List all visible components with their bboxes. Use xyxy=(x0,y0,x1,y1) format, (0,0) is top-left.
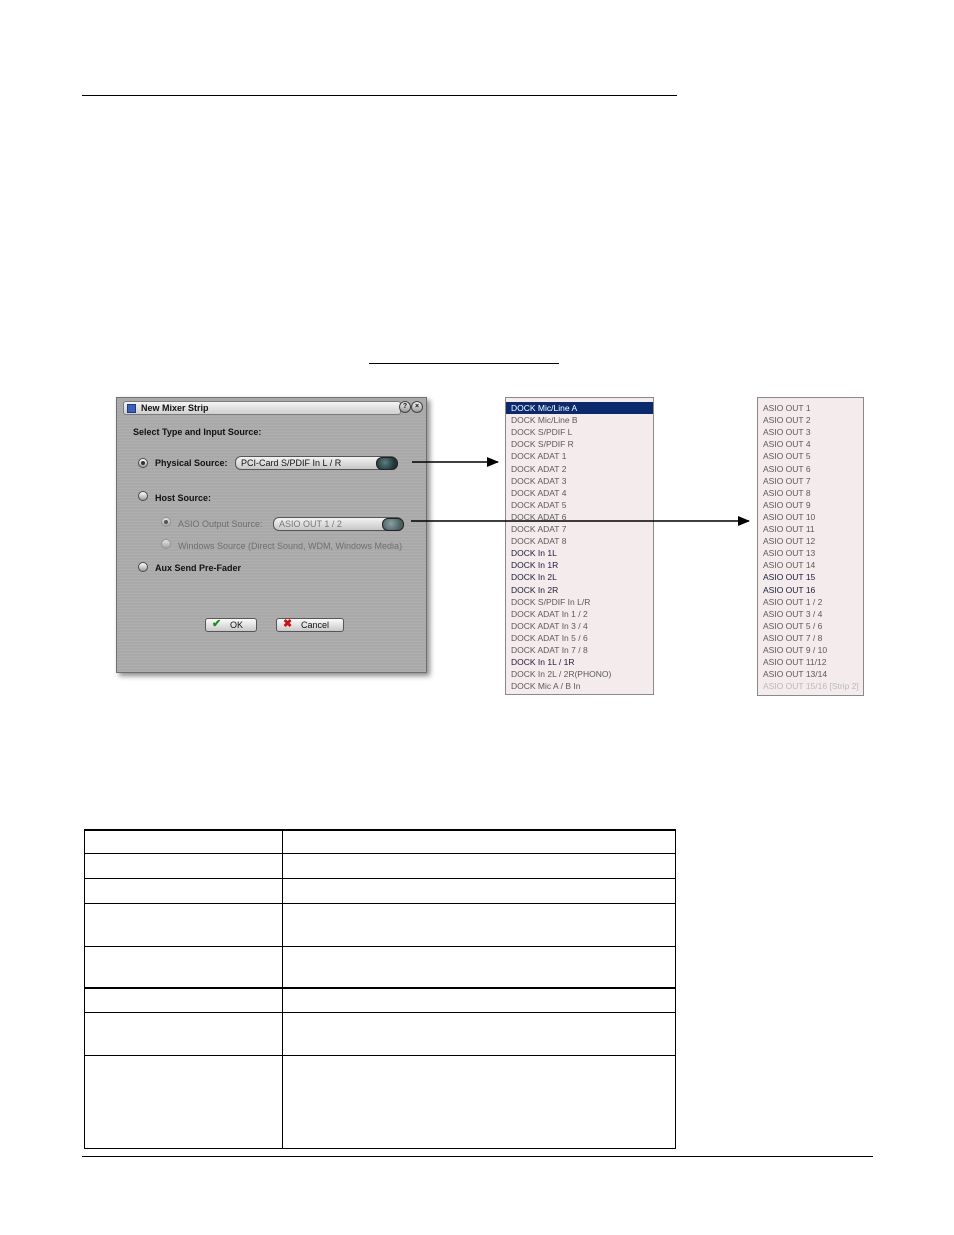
list-item[interactable]: ASIO OUT 12 xyxy=(763,536,816,547)
list-item[interactable]: ASIO OUT 7 / 8 xyxy=(763,632,823,643)
ok-label: OK xyxy=(230,620,244,630)
table-rule xyxy=(84,987,676,989)
list-item[interactable]: ASIO OUT 4 xyxy=(763,439,811,450)
list-item[interactable]: DOCK ADAT In 5 / 6 xyxy=(511,632,588,643)
list-item[interactable]: DOCK Mic/Line A xyxy=(506,402,653,414)
list-item[interactable]: DOCK ADAT In 1 / 2 xyxy=(511,608,588,619)
list-item[interactable]: DOCK In 2L xyxy=(511,572,557,583)
list-item[interactable]: ASIO OUT 7 xyxy=(763,475,811,486)
select-type-label: Select Type and Input Source: xyxy=(133,427,262,437)
list-item[interactable]: ASIO OUT 16 xyxy=(763,584,816,595)
list-item[interactable]: DOCK In 1R xyxy=(511,560,559,571)
list-item[interactable]: ASIO OUT 1 / 2 xyxy=(763,596,823,607)
list-item[interactable]: ASIO OUT 6 xyxy=(763,463,811,474)
list-item[interactable]: ASIO OUT 2 xyxy=(763,415,811,426)
table-rule xyxy=(84,853,676,854)
list-item[interactable]: ASIO OUT 13/14 xyxy=(763,669,828,680)
host-source-label: Host Source: xyxy=(155,493,212,503)
table-rule xyxy=(84,829,676,831)
list-item[interactable]: DOCK In 2R xyxy=(511,584,559,595)
cancel-label: Cancel xyxy=(301,620,330,630)
table-rule xyxy=(84,1012,676,1013)
list-item[interactable]: DOCK ADAT 3 xyxy=(511,475,567,486)
table-rule xyxy=(84,946,676,947)
list-item[interactable]: DOCK ADAT 6 xyxy=(511,511,567,522)
list-item[interactable]: DOCK S/PDIF L xyxy=(511,427,573,438)
table-rule xyxy=(84,1148,676,1149)
list-item[interactable]: ASIO OUT 3 xyxy=(763,427,811,438)
table-rule xyxy=(84,1055,676,1056)
list-item[interactable]: DOCK In 2L / 2R(PHONO) xyxy=(511,669,612,680)
list-item[interactable]: ASIO OUT 9 / 10 xyxy=(763,645,828,655)
list-item[interactable]: DOCK ADAT In 7 / 8 xyxy=(511,645,588,655)
physical-source-value: PCI-Card S/PDIF In L / R xyxy=(241,458,342,468)
aux-send-label: Aux Send Pre-Fader xyxy=(155,563,242,573)
table-rule xyxy=(84,878,676,879)
list-item[interactable]: ASIO OUT 15/16 [Strip 2] xyxy=(763,681,859,692)
list-item[interactable]: ASIO OUT 10 xyxy=(763,511,816,522)
list-item[interactable]: ASIO OUT 11 xyxy=(763,524,815,534)
check-icon: ✔ xyxy=(212,618,222,630)
table-rule xyxy=(675,829,676,1149)
help-icon[interactable]: ? xyxy=(399,401,411,413)
reference-table xyxy=(84,829,676,1149)
close-icon[interactable]: × xyxy=(411,401,423,413)
list-item[interactable]: DOCK ADAT 5 xyxy=(511,499,567,510)
list-item[interactable]: DOCK In 1L xyxy=(511,548,557,559)
list-item[interactable]: DOCK ADAT 8 xyxy=(511,536,567,547)
list-item[interactable]: ASIO OUT 11/12 xyxy=(763,657,827,668)
list-item[interactable]: DOCK Mic/Line B xyxy=(511,415,578,426)
list-item[interactable]: ASIO OUT 14 xyxy=(763,560,816,571)
list-item[interactable]: DOCK ADAT 1 xyxy=(511,451,567,462)
list-item[interactable]: DOCK In 1L / 1R xyxy=(511,657,575,668)
list-item[interactable]: DOCK S/PDIF In L/R xyxy=(511,596,591,607)
list-item[interactable]: DOCK ADAT In 3 / 4 xyxy=(511,620,588,631)
list-item[interactable]: ASIO OUT 3 / 4 xyxy=(763,608,823,619)
list-item[interactable]: ASIO OUT 15 xyxy=(763,572,816,583)
table-rule xyxy=(84,903,676,904)
list-item[interactable]: ASIO OUT 13 xyxy=(763,548,816,559)
windows-source-label: Windows Source (Direct Sound, WDM, Windows Media) xyxy=(178,541,403,551)
physical-source-label: Physical Source: xyxy=(155,458,228,468)
list-item[interactable]: ASIO OUT 5 / 6 xyxy=(763,620,823,631)
list-item[interactable]: DOCK ADAT 4 xyxy=(511,487,567,498)
asio-output-label: ASIO Output Source: xyxy=(178,519,263,529)
list-item[interactable]: DOCK S/PDIF R xyxy=(511,439,574,450)
list-item[interactable]: DOCK ADAT 7 xyxy=(511,524,567,534)
asio-output-value: ASIO OUT 1 / 2 xyxy=(279,519,342,529)
list-item[interactable]: DOCK ADAT 2 xyxy=(511,463,567,474)
dialog-title: New Mixer Strip xyxy=(141,403,209,413)
list-item[interactable]: ASIO OUT 1 xyxy=(763,403,811,413)
list-item[interactable]: ASIO OUT 8 xyxy=(763,487,811,498)
table-rule xyxy=(84,829,85,1149)
table-rule xyxy=(282,829,283,1149)
x-icon: ✖ xyxy=(283,618,293,630)
list-item[interactable]: ASIO OUT 5 xyxy=(763,451,811,462)
list-item[interactable]: ASIO OUT 9 xyxy=(763,499,811,510)
list-item[interactable]: DOCK Mic A / B In xyxy=(511,681,581,692)
